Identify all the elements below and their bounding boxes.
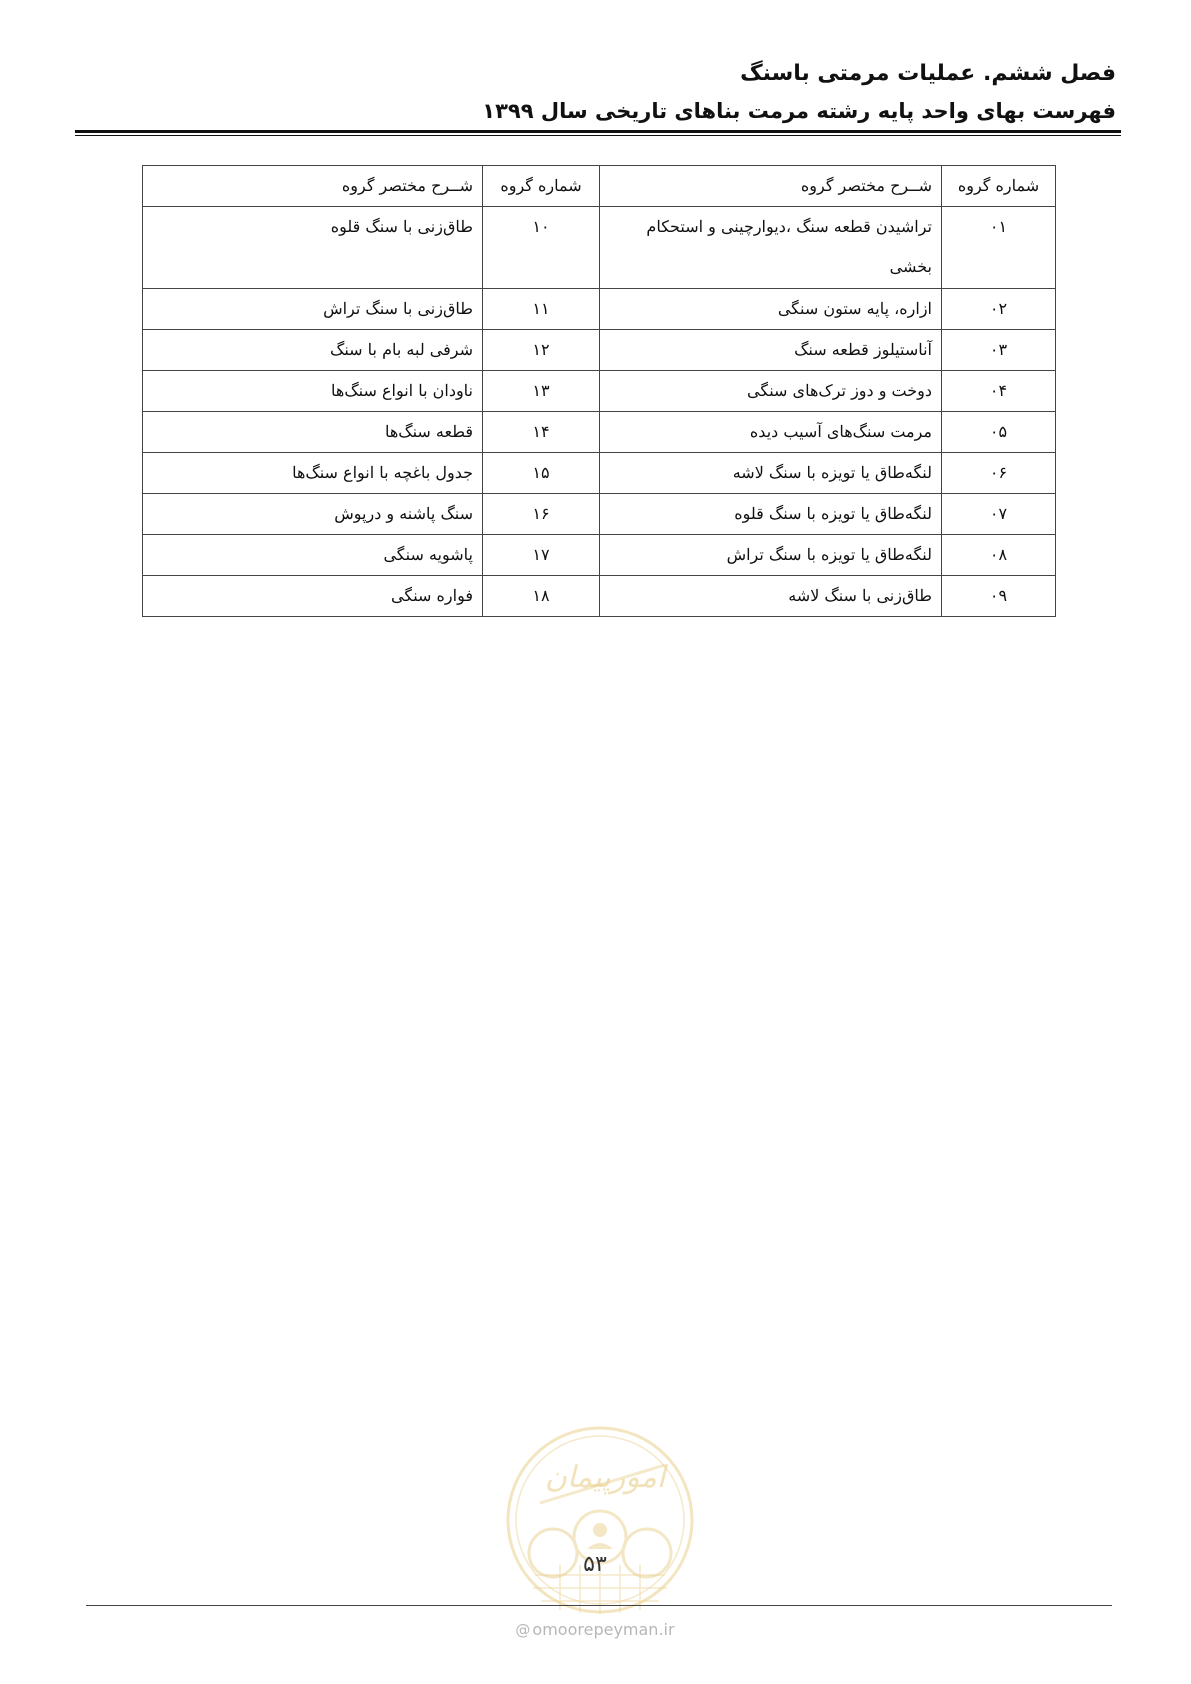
group-number: ۰۵ <box>942 412 1056 453</box>
watermark-logo <box>505 1425 695 1615</box>
group-table <box>142 165 1056 617</box>
group-description: پاشویه سنگی <box>143 535 483 576</box>
page-number: ۵۳ <box>583 1552 607 1577</box>
page-header <box>76 55 1116 129</box>
group-number: ۱۲ <box>483 330 600 371</box>
group-number: ۱۱ <box>483 289 600 330</box>
group-number: ۰۴ <box>942 371 1056 412</box>
group-description: طاق‌زنی با سنگ لاشه <box>600 576 942 617</box>
footer-rule <box>86 1605 1112 1606</box>
watermark-seal-icon <box>505 1425 695 1615</box>
watermark-text: امورپیمان <box>544 1460 666 1495</box>
table-row <box>143 330 1056 371</box>
group-table-wrapper <box>142 165 1055 617</box>
table-row <box>143 576 1056 617</box>
table-row <box>143 494 1056 535</box>
table-row <box>143 535 1056 576</box>
table-row <box>143 289 1056 330</box>
group-number: ۰۳ <box>942 330 1056 371</box>
group-description: آناستیلوز قطعه سنگ <box>600 330 942 371</box>
group-number: ۱۶ <box>483 494 600 535</box>
table-row <box>143 453 1056 494</box>
group-number: ۰۶ <box>942 453 1056 494</box>
price-list-subtitle: فهرست بهای واحد پایه رشته مرمت بناهای تاریخی سال ۱۳۹۹ <box>482 99 1116 123</box>
table-row <box>143 207 1056 289</box>
group-description: طاق‌زنی با سنگ قلوه <box>143 207 483 289</box>
group-description: لنگه‌طاق یا تویزه با سنگ لاشه <box>600 453 942 494</box>
group-description: دوخت و دوز ترک‌های سنگی <box>600 371 942 412</box>
group-description: ازاره، پایه ستون سنگی <box>600 289 942 330</box>
group-description: فواره سنگی <box>143 576 483 617</box>
group-description: لنگه‌طاق یا تویزه با سنگ تراش <box>600 535 942 576</box>
group-number: ۱۵ <box>483 453 600 494</box>
website-url: omoorepeyman.ir <box>532 1620 675 1639</box>
group-description: شرفی لبه بام با سنگ <box>143 330 483 371</box>
group-number: ۰۱ <box>942 207 1056 289</box>
group-description: طاق‌زنی با سنگ تراش <box>143 289 483 330</box>
group-description: مرمت سنگ‌های آسیب دیده <box>600 412 942 453</box>
group-number: ۰۷ <box>942 494 1056 535</box>
header-group-description-a: شــرح مختصر گروه <box>600 166 942 207</box>
table-header-row <box>143 166 1056 207</box>
group-description: جدول باغچه با انواع سنگ‌ها <box>143 453 483 494</box>
header-rule-thin <box>75 135 1121 136</box>
table-row <box>143 412 1056 453</box>
group-number: ۰۲ <box>942 289 1056 330</box>
group-description: لنگه‌طاق یا تویزه با سنگ قلوه <box>600 494 942 535</box>
at-icon: @ <box>515 1621 531 1639</box>
group-description: سنگ پاشنه و درپوش <box>143 494 483 535</box>
group-number: ۱۷ <box>483 535 600 576</box>
group-number: ۱۴ <box>483 412 600 453</box>
group-number: ۰۸ <box>942 535 1056 576</box>
header-group-description-b: شــرح مختصر گروه <box>143 166 483 207</box>
group-description: قطعه سنگ‌ها <box>143 412 483 453</box>
group-number: ۱۳ <box>483 371 600 412</box>
group-number: ۱۸ <box>483 576 600 617</box>
group-description: تراشیدن قطعه سنگ ،دیوارچینی و استحکام بخشی <box>600 207 942 289</box>
footer-website <box>445 1620 745 1639</box>
header-rule-thick <box>75 130 1121 133</box>
header-group-number-a: شماره گروه <box>942 166 1056 207</box>
group-description: ناودان با انواع سنگ‌ها <box>143 371 483 412</box>
chapter-title: فصل ششم. عملیات مرمتی باسنگ <box>740 61 1116 86</box>
group-number: ۰۹ <box>942 576 1056 617</box>
table-row <box>143 371 1056 412</box>
group-number: ۱۰ <box>483 207 600 289</box>
header-group-number-b: شماره گروه <box>483 166 600 207</box>
